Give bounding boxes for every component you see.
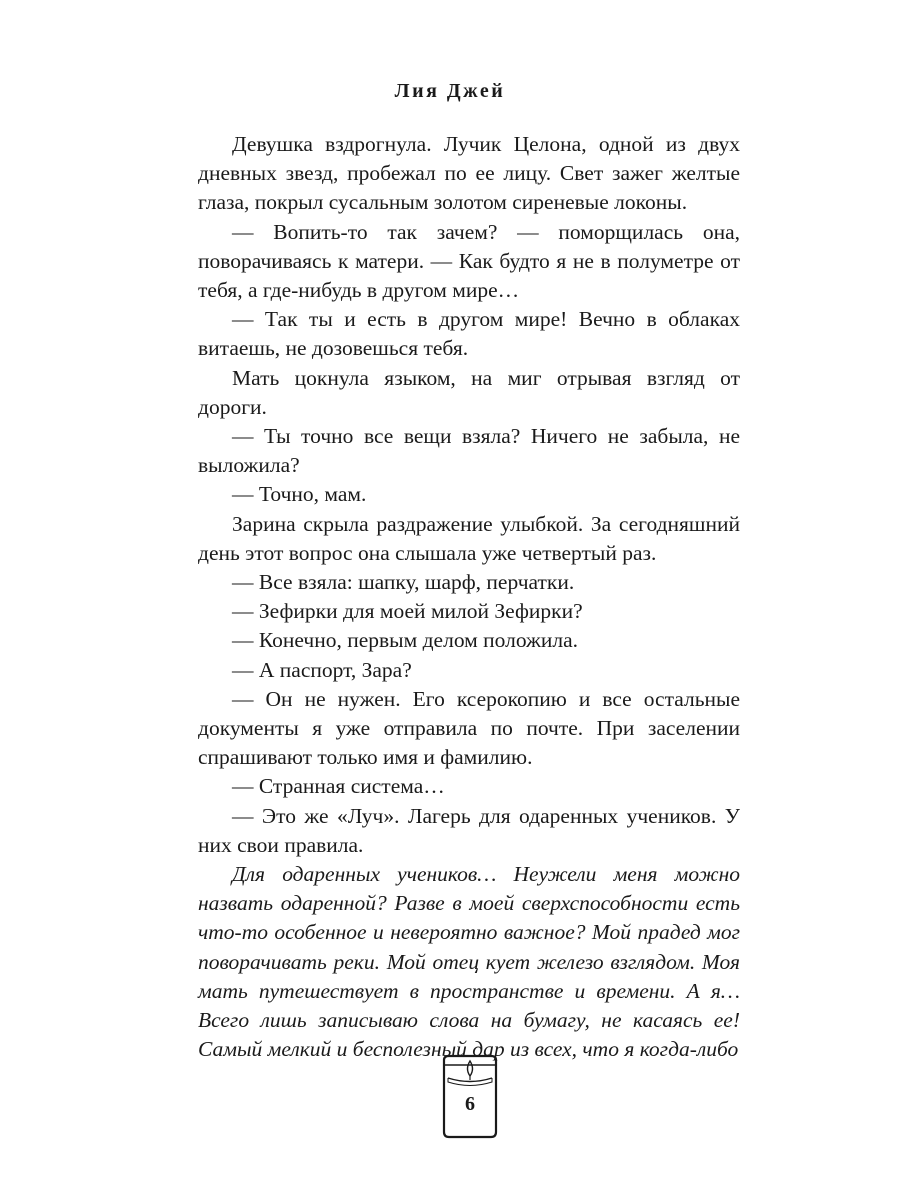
paragraph: — Он не нужен. Его ксерокопию и все остальные документы я уже отправила по почте. При заселении спрашивают только имя и фамилию.	[198, 686, 740, 770]
paragraph: — Это же «Луч». Лагерь для одаренных учеников. У них свои правила.	[198, 803, 740, 857]
paragraph: Мать цокнула языком, на миг отрывая взгляд от дороги.	[198, 365, 740, 419]
paragraph: — Зефирки для моей милой Зефирки?	[232, 599, 583, 624]
paragraph: — Так ты и есть в другом мире! Вечно в облаках витаешь, не дозовешься тебя.	[198, 307, 740, 361]
body-text	[198, 130, 740, 1065]
page-number: 6	[465, 1093, 475, 1115]
paragraph: Зарина скрыла раздражение улыбкой. За сегодняшний день этот вопрос она слышала уже четвертый раз.	[198, 511, 740, 565]
paragraph: — Все взяла: шапку, шарф, перчатки.	[232, 570, 575, 595]
paragraph: — Ты точно все вещи взяла? Ничего не забыла, не выложила?	[198, 424, 740, 478]
paragraph: Девушка вздрогнула. Лучик Целона, одной из двух дневных звезд, пробежал по ее лицу. Свет зажег желтые глаза, покрыл сусальным золотом сиреневые локоны.	[198, 132, 740, 215]
paragraph: — Конечно, первым делом положила.	[232, 628, 579, 653]
paragraph: — Точно, мам.	[232, 482, 367, 507]
paragraph: — Странная система…	[232, 774, 445, 799]
paragraph: — А паспорт, Зара?	[232, 657, 412, 682]
paragraph: — Вопить-то так зачем? — поморщилась она, поворачиваясь к матери. — Как будто я не в полуметре от тебя, а где-нибудь в другом мире…	[198, 219, 740, 303]
running-head-author: Лия Джей	[394, 80, 506, 102]
paragraph-italic-thought: Для одаренных учеников… Неужели меня можно назвать одаренной? Разве в моей сверхспособности есть что-то особенное и невероятно важное? Мой прадед мог поворачивать реки. Мой отец кует железо взглядом. Моя мать путешествует в пространстве и времени. А я… Всего лишь записываю слова на бумагу, не касаясь ее! Самый мелкий и бесполезный дар из всех, что я когда-либо	[198, 862, 740, 1062]
